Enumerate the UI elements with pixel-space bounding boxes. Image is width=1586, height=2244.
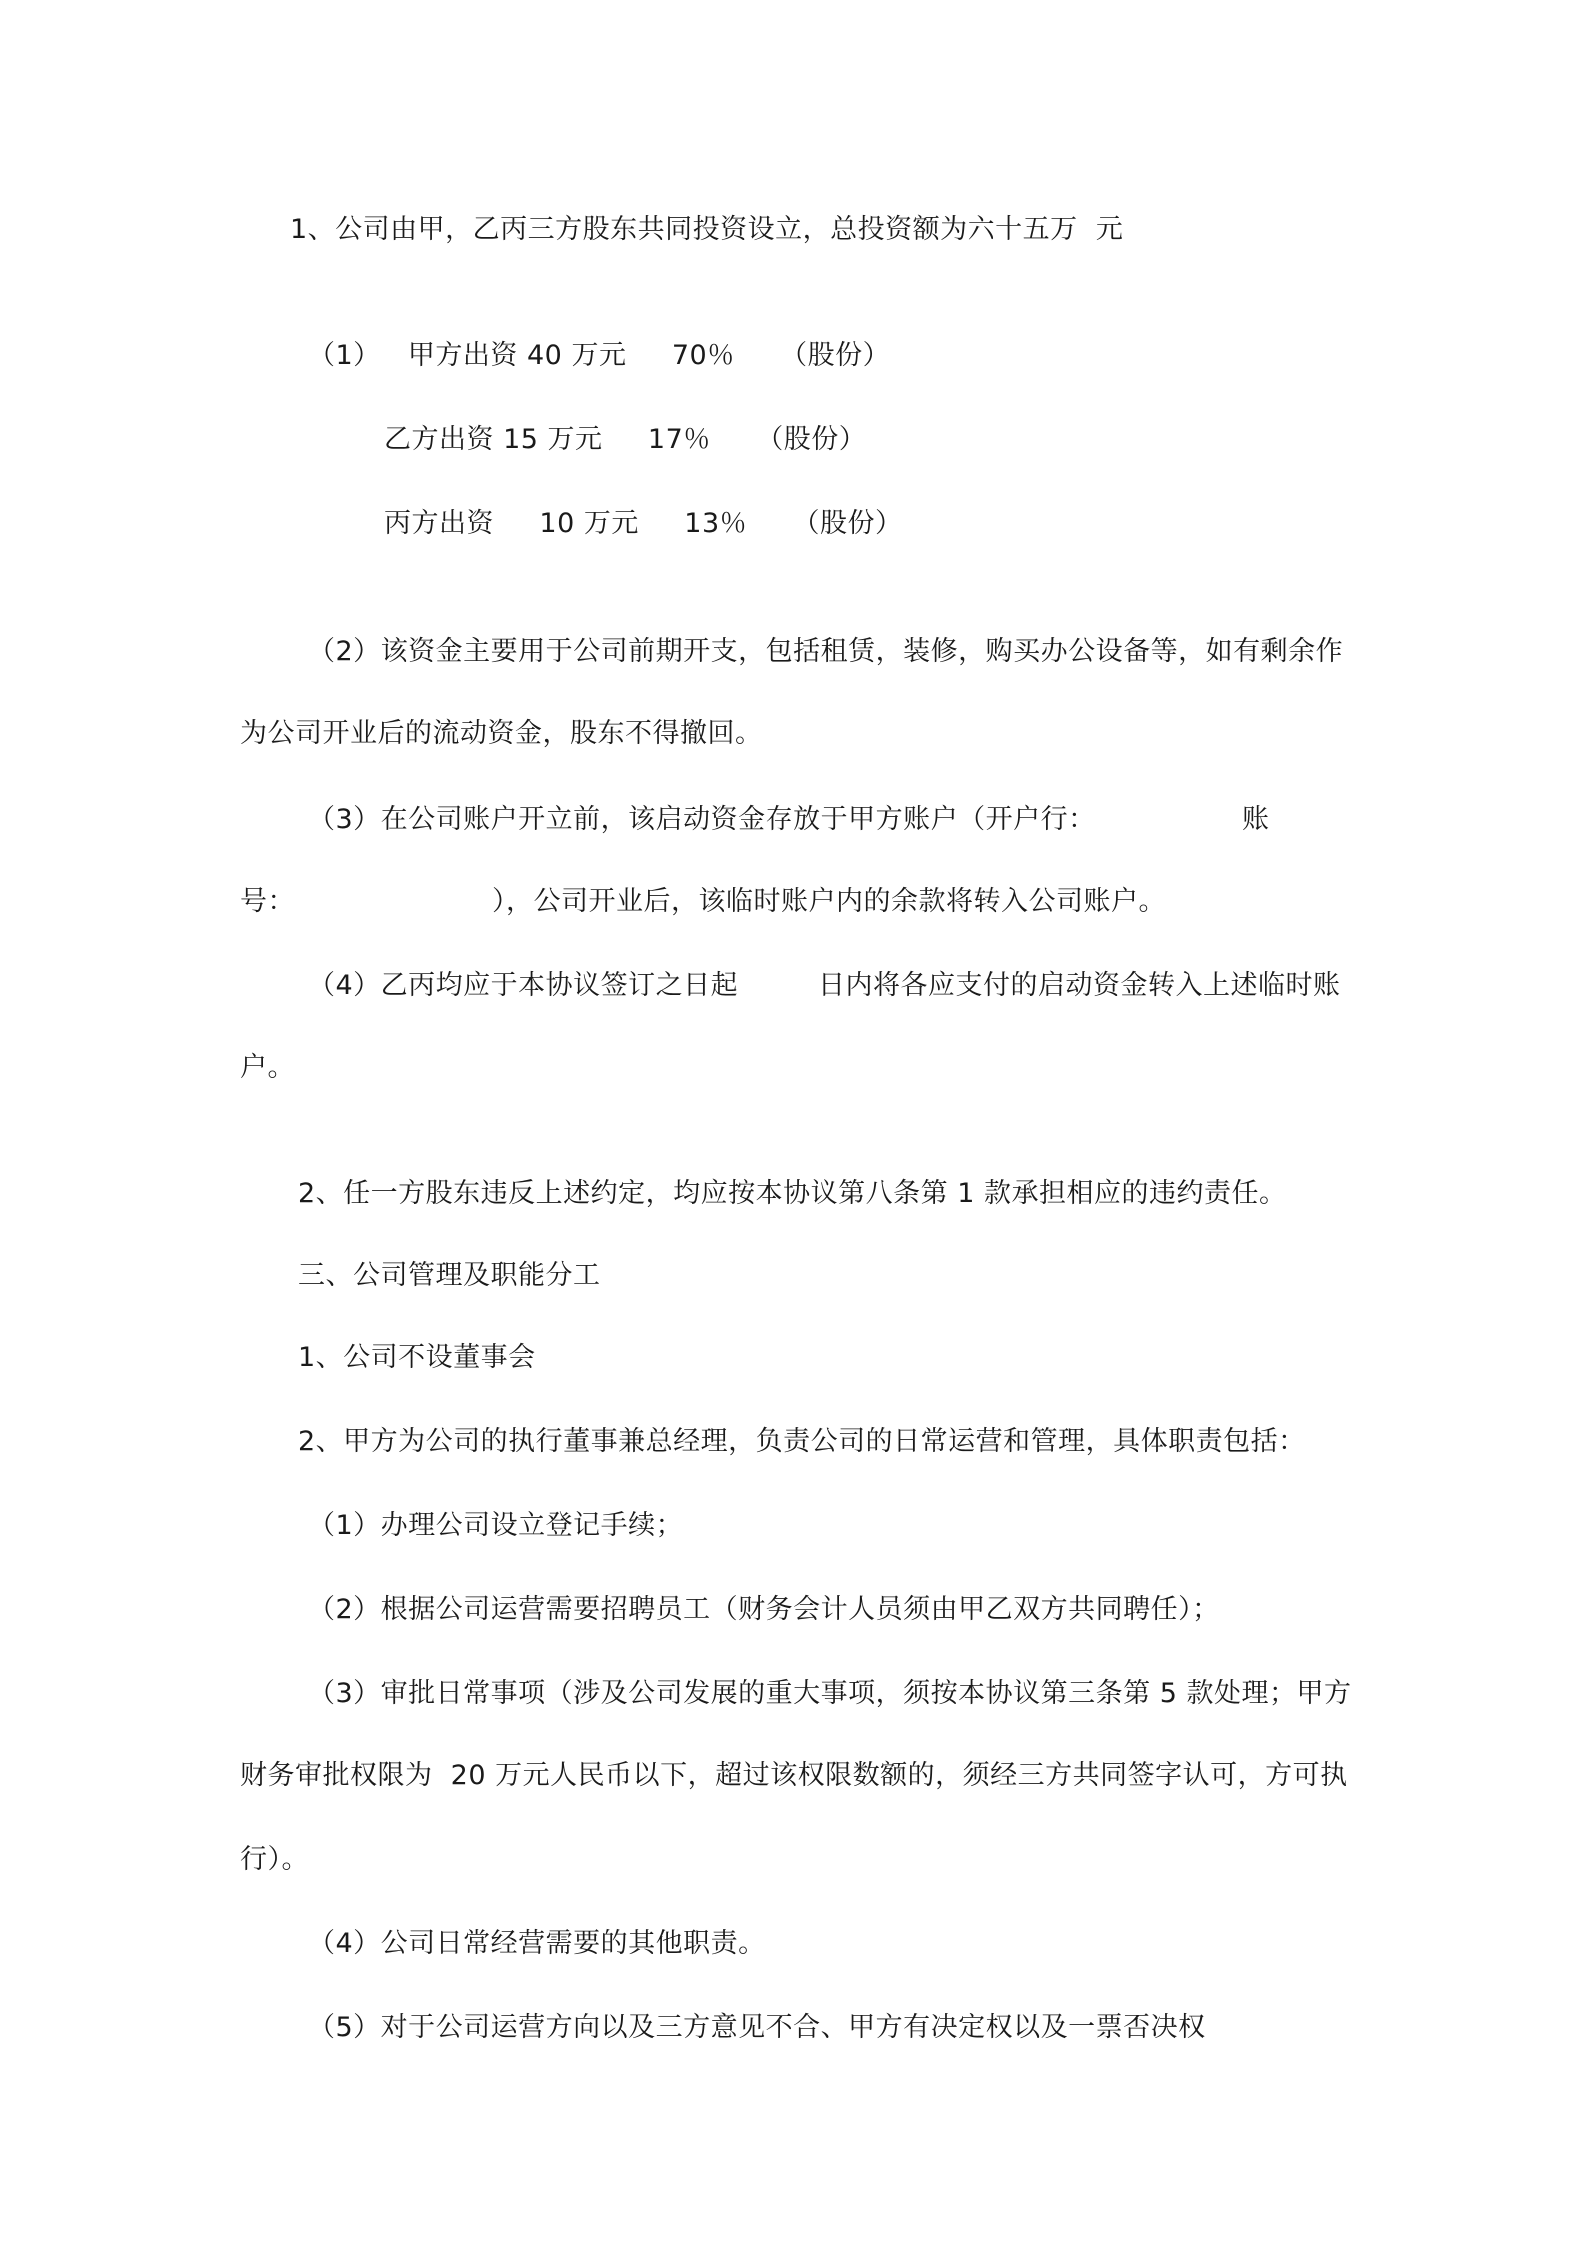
duty-5: （5）对于公司运营方向以及三方意见不合、甲方有决定权以及一票否决权 bbox=[308, 2012, 1206, 2043]
duty-3-line-2: 财务审批权限为 20 万元人民币以下，超过该权限数额的，须经三方共同签字认可，方可执 bbox=[240, 1760, 1348, 1791]
contribution-party-c: 丙方出资 10 万元 13％ （股份） bbox=[384, 508, 903, 539]
clause-1-investment: 1、公司由甲，乙丙三方股东共同投资设立，总投资额为六十五万 元 bbox=[290, 214, 1124, 245]
contribution-party-b: 乙方出资 15 万元 17％ （股份） bbox=[384, 424, 867, 455]
contribution-party-a: （1） 甲方出资 40 万元 70％ （股份） bbox=[308, 340, 891, 371]
item-4-line-1-left: （4）乙丙均应于本协议签订之日起 bbox=[308, 970, 739, 1001]
item-4-line-1-right: 日内将各应支付的启动资金转入上述临时账 bbox=[818, 970, 1341, 1001]
duty-4: （4）公司日常经营需要的其他职责。 bbox=[308, 1928, 766, 1959]
duty-2: （2）根据公司运营需要招聘员工（财务会计人员须由甲乙双方共同聘任）； bbox=[308, 1594, 1220, 1625]
item-3-account-label: 账 bbox=[1242, 804, 1270, 835]
duty-3-line-3: 行）。 bbox=[240, 1844, 309, 1875]
item-2-line-1: （2）该资金主要用于公司前期开支，包括租赁，装修，购买办公设备等，如有剩余作 bbox=[308, 636, 1344, 667]
duty-1: （1）办理公司设立登记手续； bbox=[308, 1510, 684, 1541]
item-3-line-1: （3）在公司账户开立前，该启动资金存放于甲方账户（开户行： bbox=[308, 804, 1096, 835]
clause-2-breach: 2、任一方股东违反上述约定，均应按本协议第八条第 1 款承担相应的违约责任。 bbox=[298, 1178, 1287, 1209]
section-3-heading: 三、公司管理及职能分工 bbox=[298, 1260, 601, 1291]
item-3-number-label: 号： bbox=[240, 886, 295, 917]
item-2-line-2: 为公司开业后的流动资金，股东不得撤回。 bbox=[240, 718, 763, 749]
item-3-line-2: ），公司开业后，该临时账户内的余款将转入公司账户。 bbox=[492, 886, 1166, 917]
duty-3-line-1: （3）审批日常事项（涉及公司发展的重大事项，须按本协议第三条第 5 款处理；甲方 bbox=[308, 1678, 1352, 1709]
item-4-line-2: 户。 bbox=[240, 1052, 295, 1083]
section-3-item-1: 1、公司不设董事会 bbox=[298, 1342, 536, 1373]
section-3-item-2: 2、甲方为公司的执行董事兼总经理，负责公司的日常运营和管理，具体职责包括： bbox=[298, 1426, 1306, 1457]
